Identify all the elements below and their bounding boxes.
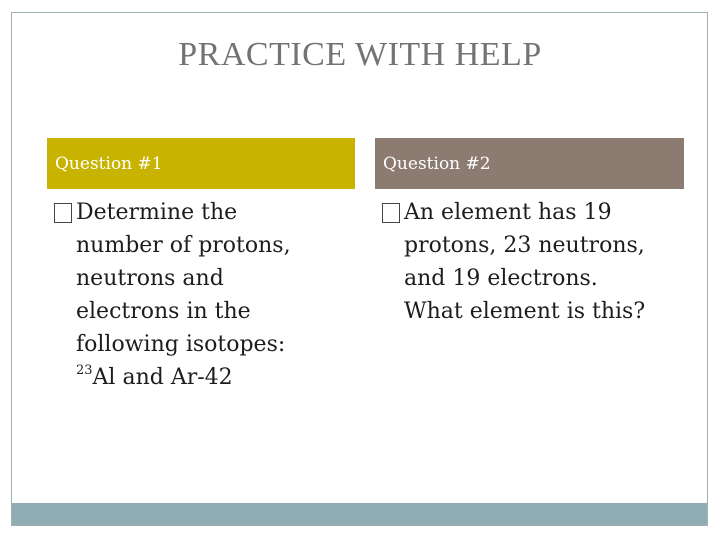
question-2-line-2: protons, 23 neutrons, — [404, 233, 645, 258]
question-2-line-3: and 19 electrons. — [404, 266, 598, 291]
question-1-text-1: Determine the — [76, 200, 238, 225]
question-2-text-1: An element has 19 — [404, 200, 612, 225]
question-1-line-4: electrons in the — [76, 299, 251, 324]
bullet-icon — [382, 203, 400, 223]
question-1-header: Question #1 — [47, 138, 355, 189]
question-1-line-6 — [54, 361, 354, 394]
question-1-line-1 — [54, 196, 354, 229]
slide-title: PRACTICE WITH HELP — [178, 36, 542, 73]
question-2-header: Question #2 — [375, 138, 684, 189]
question-1-line-3: neutrons and — [76, 266, 224, 291]
bullet-icon — [54, 203, 72, 223]
isotope-mass-number: 23 — [76, 362, 93, 378]
question-1-body — [54, 196, 354, 394]
question-1-line-2: number of protons, — [76, 233, 291, 258]
question-2-body — [382, 196, 687, 328]
isotope-text: Al and Ar-42 — [92, 365, 233, 390]
question-1-line-5: following isotopes: — [76, 332, 286, 357]
question-2-line-1 — [382, 196, 687, 229]
question-2-line-4: What element is this? — [404, 299, 646, 324]
footer-bar — [12, 503, 707, 525]
